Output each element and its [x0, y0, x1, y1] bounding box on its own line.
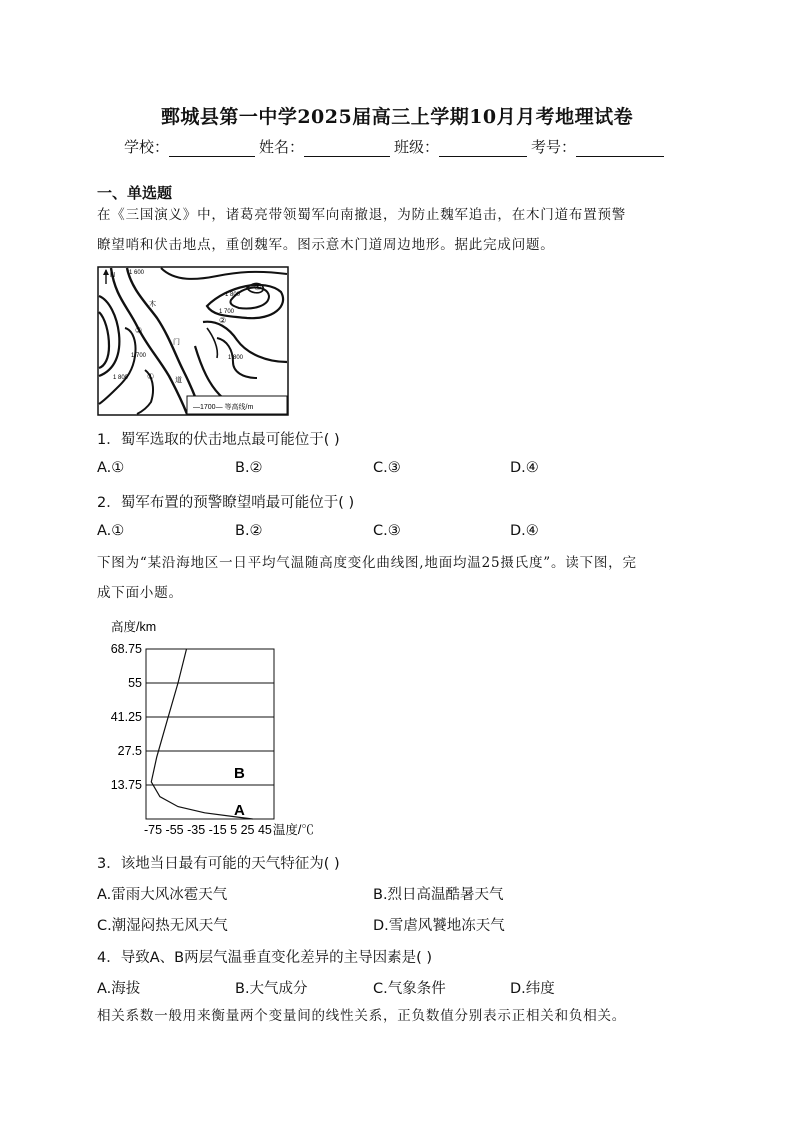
q3-option-b[interactable]: B.烈日高温酷暑天气 — [373, 887, 504, 903]
name-field[interactable] — [304, 140, 390, 157]
y-tick-label: 55 — [128, 676, 142, 690]
map-legend: —1700— 等高线/m — [193, 404, 254, 411]
class-label: 班级： — [394, 138, 440, 156]
q1-option-d[interactable]: D.④ — [510, 460, 539, 476]
school-label: 学校： — [124, 138, 170, 156]
number-label: 考号： — [531, 138, 577, 156]
question-3-stem: 3．该地当日最有可能的天气特征为( ) — [97, 856, 340, 872]
contour-label-1700-left: 1 700 — [131, 353, 147, 359]
y-tick-label: 41.25 — [110, 710, 142, 724]
y-tick-label: 68.75 — [110, 642, 142, 656]
q2-option-d[interactable]: D.④ — [510, 523, 539, 539]
contour-label-1800-right: 1 800 — [228, 355, 244, 361]
school-field[interactable] — [169, 140, 255, 157]
q4-option-d[interactable]: D.纬度 — [510, 981, 555, 997]
point-4-label: ④ — [254, 283, 262, 292]
layer-b-label: B — [234, 765, 245, 782]
chart-xlabel: 温度/℃ — [272, 823, 314, 837]
q3-option-d[interactable]: D.雪虐风饕地冻天气 — [373, 918, 505, 934]
passage-1-line-2: 瞭望哨和伏击地点，重创魏军。图示意木门道周边地形。据此完成问题。 — [97, 237, 555, 253]
chart-ylabel: 高度/km — [111, 620, 157, 634]
q3-option-a[interactable]: A.雷雨大风冰雹天气 — [97, 887, 228, 903]
q1-option-c[interactable]: C.③ — [373, 460, 401, 476]
question-2-stem: 2．蜀军布置的预警瞭望哨最可能位于( ) — [97, 495, 355, 511]
point-2-label: ② — [219, 316, 227, 325]
passage-3-line-1: 相关系数一般用来衡量两个变量间的线性关系，正负数值分别表示正相关和负相关。 — [97, 1008, 627, 1024]
question-4-stem: 4．导致A、B两层气温垂直变化差异的主导因素是( ) — [97, 950, 433, 966]
question-1-stem: 1．蜀军选取的伏击地点最可能位于( ) — [97, 432, 340, 448]
q3-option-c[interactable]: C.潮湿闷热无风天气 — [97, 918, 228, 934]
x-tick-labels: -75 -55 -35 -15 5 25 45 — [144, 823, 272, 837]
class-field[interactable] — [439, 140, 527, 157]
section-heading: 一、单选题 — [97, 184, 173, 202]
q2-option-b[interactable]: B.② — [235, 523, 263, 539]
q4-option-b[interactable]: B.大气成分 — [235, 981, 308, 997]
student-info-row — [124, 136, 664, 157]
q4-option-c[interactable]: C.气象条件 — [373, 981, 446, 997]
plot-frame — [146, 649, 274, 819]
exam-title: 鄄城县第一中学2025届高三上学期10月月考地理试卷 — [160, 106, 634, 128]
q2-option-c[interactable]: C.③ — [373, 523, 401, 539]
y-tick-label: 13.75 — [110, 778, 142, 792]
contour-label-1800-left: 1 800 — [113, 375, 129, 381]
passage-2 — [97, 548, 697, 608]
point-1-label: ① — [147, 372, 155, 381]
river-char-3: 道 — [175, 377, 182, 384]
north-label: N — [110, 272, 116, 279]
q2-option-a[interactable]: A.① — [97, 523, 125, 539]
y-tick-label: 27.5 — [117, 744, 142, 758]
passage-2-line-2: 成下面小题。 — [97, 585, 183, 601]
topographic-map — [97, 266, 289, 416]
q1-option-b[interactable]: B.② — [235, 460, 263, 476]
name-label: 姓名： — [259, 138, 305, 156]
river-char-2: 门 — [173, 339, 180, 346]
passage-1 — [97, 200, 697, 260]
q4-option-a[interactable]: A.海拔 — [97, 981, 141, 997]
point-3-label: ③ — [135, 326, 143, 335]
passage-2-line-1: 下图为“某沿海地区一日平均气温随高度变化曲线图,地面均温25摄氏度”。读下图，完 — [97, 555, 637, 571]
passage-3 — [97, 1001, 697, 1031]
contour-label-1700-top: 1 700 — [219, 309, 235, 315]
number-field[interactable] — [576, 140, 664, 157]
temperature-altitude-chart — [90, 615, 350, 840]
temperature-curve — [151, 649, 252, 819]
contour-label-1600: 1 600 — [129, 270, 145, 276]
q1-option-a[interactable]: A.① — [97, 460, 125, 476]
contour-label-1800-top: 1 800 — [225, 292, 241, 298]
river-char-1: 木 — [149, 301, 156, 308]
layer-a-label: A — [234, 802, 245, 819]
passage-1-line-1: 在《三国演义》中，诸葛亮带领蜀军向南撤退，为防止魏军追击，在木门道布置预警 — [97, 207, 627, 223]
